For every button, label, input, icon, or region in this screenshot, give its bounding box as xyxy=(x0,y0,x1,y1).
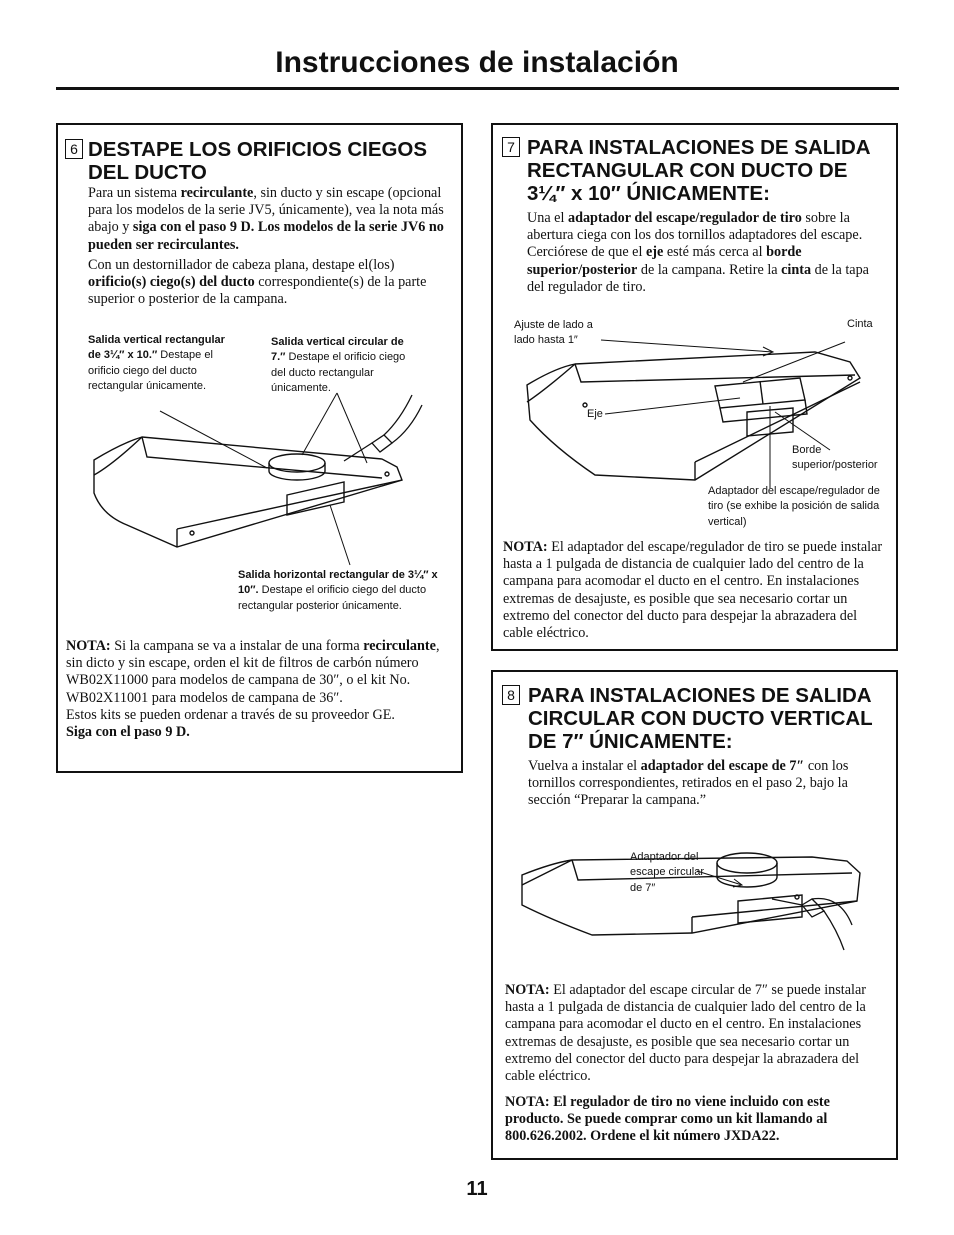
text-run: recirculante xyxy=(363,638,436,654)
step7-label-borde: Borde superior/posterior xyxy=(792,444,878,472)
text-run: cinta xyxy=(781,261,812,278)
text-run: Destape el orificio ciego del ducto rectangular únicamente. xyxy=(271,351,406,395)
step7-label-eje: Eje xyxy=(587,408,603,420)
step7-heading: PARA INSTALACIONES DE SALIDA RECTANGULAR CON DUCTO DE 3¼″ x 10″ ÚNICAMENTE: xyxy=(527,136,870,205)
page-title: Instrucciones de instalación xyxy=(275,46,679,79)
text-run: de la campana. Retire la xyxy=(637,261,782,278)
text-run: Salida vertical rectangular de 3¼″ x 10.″ xyxy=(88,334,225,362)
text-run: eje xyxy=(645,244,664,261)
text-run: , sin ducto y sin escape (opcional para los modelos de la serie JV5, únicamente), vea la nota más abajo y xyxy=(88,185,444,236)
step7-number: 7 xyxy=(502,137,520,157)
step8-number: 8 xyxy=(502,685,520,705)
text-run: con los tornillos correspondientes, retirados en el paso 2, bajo la sección “Preparar la campana.” xyxy=(528,758,849,809)
step6-paragraph-1 xyxy=(88,185,458,254)
page-number: 11 xyxy=(466,1178,488,1200)
step8-paragraph-1 xyxy=(528,758,880,810)
text-run: NOTA: xyxy=(505,982,550,998)
text-run: Una el xyxy=(527,210,568,226)
step7-label-adaptador: Adaptador del escape/regulador de tiro (se exhibe la posición de salida vertical) xyxy=(708,485,880,528)
step8-hood-illustration xyxy=(512,825,872,975)
text-run: Siga con el paso 9 D. xyxy=(66,724,190,741)
text-run: , sin dicto y sin escape, orden el kit de filtros de carbón número WB02X11000 para modelos de campana de 30″, o el kit No. WB02X11001 para modelos de campana de 36″. Estos kits se pueden ordenar a través de su proveedor GE. xyxy=(66,638,440,723)
step6-hood-illustration xyxy=(82,375,442,575)
step7-paragraph-1 xyxy=(527,210,882,296)
step6-number: 6 xyxy=(65,139,83,159)
text-run: recirculante xyxy=(180,185,254,201)
step8-note-2 xyxy=(505,1094,880,1146)
text-run: NOTA: El regulador de tiro no viene incluido con este producto. Se puede comprar como un kit llamando al 800.626.2002. Ordene el kit número JXDA22. xyxy=(505,1094,830,1145)
text-run: Salida horizontal rectangular de 3¼″ x 10″. xyxy=(238,569,438,597)
text-run: Destape el orificio ciego del ducto rectangular únicamente. xyxy=(88,349,213,393)
step8-heading: PARA INSTALACIONES DE SALIDA CIRCULAR CON DUCTO VERTICAL DE 7″ ÚNICAMENTE: xyxy=(528,684,873,753)
text-run: adaptador del escape de 7″ xyxy=(640,758,805,774)
step8-note-1 xyxy=(505,982,880,1085)
text-run: El adaptador del escape circular de 7″ se puede instalar hasta a 1 pulgada de distancia de cualquier lado del centro de la campana para acomodar el ducto en el centro. En instalaciones extremas de desajuste, es posible que sea necesario cortar un extremo del conector del ducto para despejar la abrazadera del cable eléctrico. xyxy=(505,982,866,1085)
text-run: Con un destornillador de cabeza plana, destape el(los) xyxy=(88,257,395,273)
title-rule xyxy=(56,87,899,90)
text-run: Para un sistema xyxy=(88,185,181,201)
text-run: de la tapa del regulador de tiro. xyxy=(527,261,869,295)
step7-label-ajuste: Ajuste de lado a lado hasta 1″ xyxy=(514,319,593,347)
text-run: siga con el paso 9 D. Los modelos de la serie JV6 no pueden ser recirculantes. xyxy=(88,219,444,253)
text-run: Salida vertical circular de 7.″ xyxy=(271,336,404,364)
step6-paragraph-2 xyxy=(88,257,454,309)
text-run: borde superior/posterior xyxy=(527,244,802,278)
step7-hood-illustration xyxy=(515,330,875,490)
text-run: Destape el orificio ciego del ducto rectangular posterior únicamente. xyxy=(238,584,427,612)
step6-note xyxy=(66,638,451,741)
text-run: Vuelva a instalar el xyxy=(528,758,641,774)
text-run: Si la campana se va a instalar de una forma xyxy=(110,638,364,654)
text-run: correspondiente(s) de la parte superior o posterior de la campana. xyxy=(88,274,427,308)
step8-label-adaptador: Adaptador del escape circular de 7″ xyxy=(630,851,704,894)
text-run: sobre la abertura ciega con los dos tornillos adaptadores del escape. Cerciórese de que el xyxy=(527,210,863,261)
step7-label-cinta: Cinta xyxy=(847,318,873,330)
text-run: NOTA: xyxy=(66,638,111,654)
text-run: NOTA: xyxy=(503,539,548,555)
step6-heading: DESTAPE LOS ORIFICIOS CIEGOS DEL DUCTO xyxy=(88,138,428,184)
text-run: esté más cerca al xyxy=(663,244,767,261)
text-run: orificio(s) ciego(s) del ducto xyxy=(88,274,255,291)
text-run: El adaptador del escape/regulador de tiro se puede instalar hasta a 1 pulgada de distancia de cualquier lado del centro de la campana para acomodar el ducto en el centro. En instalaciones extremas de desajuste, es posible que sea necesario cortar un extremo del conector del ducto para despejar la abrazadera del cable eléctrico. xyxy=(503,539,883,642)
text-run: adaptador del escape/regulador de tiro xyxy=(567,210,802,226)
step7-note xyxy=(503,539,883,642)
